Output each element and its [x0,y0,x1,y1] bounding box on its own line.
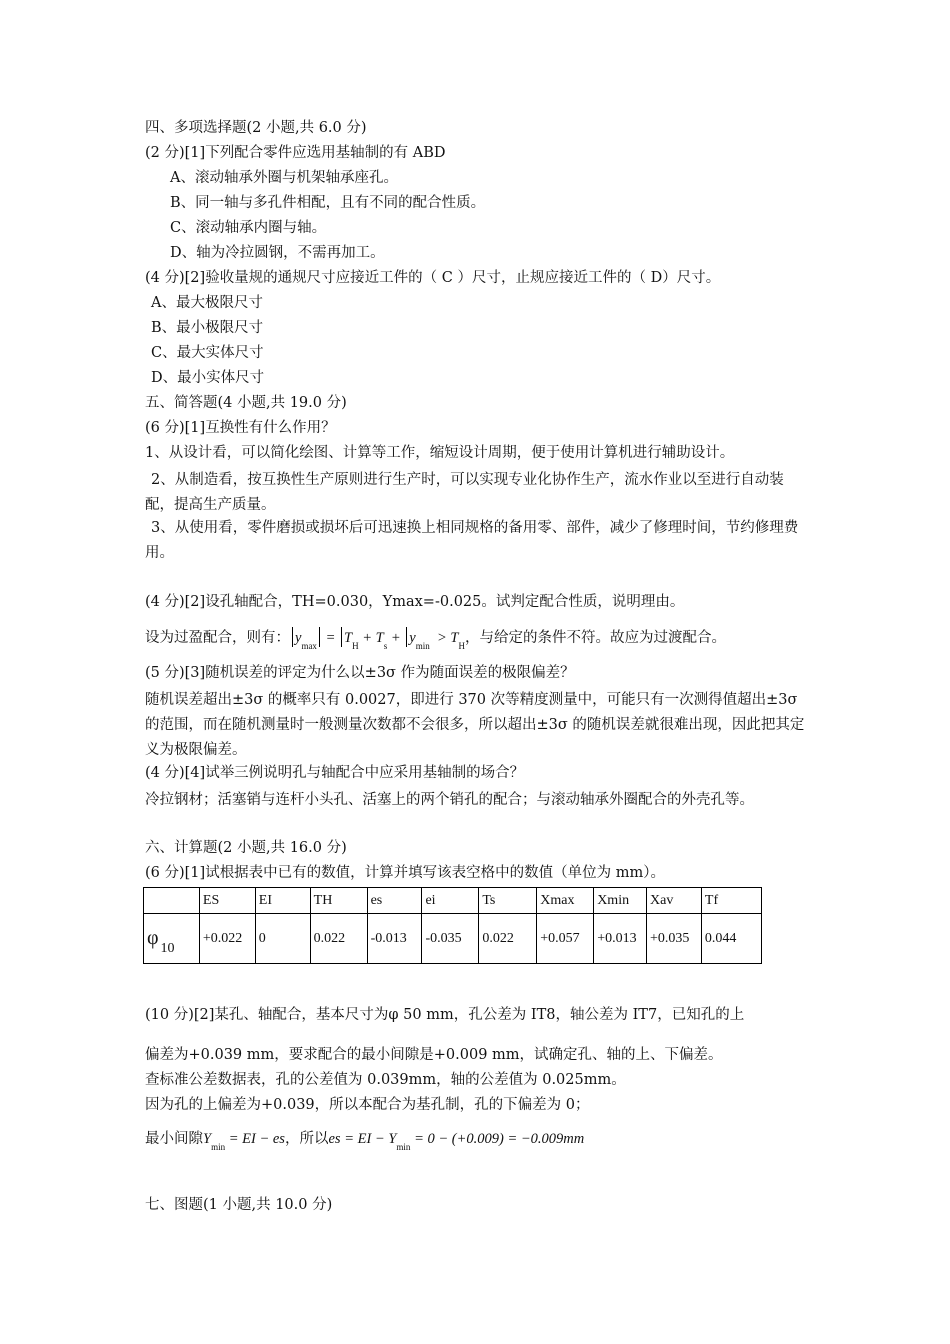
phi-symbol: φ [147,927,159,949]
table-cell: +0.057 [537,914,594,964]
section5-heading: 五、简答题(4 小题,共 19.0 分) [145,395,347,411]
min-clearance-formula: $Y_{min}$ = EI − es [203,1131,285,1152]
table-header-cell: Xav [647,888,702,914]
interference-formula: $y_{max} = T_H + T_s + y_{min} > T_H$ [290,630,465,646]
s5-q3-stem: (5 分)[3]随机误差的评定为什么以±3σ 作为随面误差的极限偏差？ [145,665,575,681]
s6-q2-stem-cont: 偏差为+0.039 mm，要求配合的最小间隙是+0.009 mm，试确定孔、轴的上、下偏差。 [145,1047,723,1063]
s4-q2-option-a: A、最大极限尺寸 [151,295,263,311]
s5-q2-stem: (4 分)[2]设孔轴配合，TH=0.030，Ymax=-0.025。试判定配合性质，说明理由。 [145,594,685,610]
table-header-cell: Ts [479,888,537,914]
s5-q2-answer [145,627,726,656]
table-cell: 0.022 [310,914,367,964]
table-cell: +0.022 [199,914,255,964]
s5-q4-stem: (4 分)[4]试举三例说明孔与轴配合中应采用基轴制的场合？ [145,765,525,781]
table-header-row [144,888,762,914]
table-cell: -0.035 [422,914,479,964]
s4-q1-option-c: C、滚动轴承内圈与轴。 [170,220,327,236]
s4-q2-stem: (4 分)[2]验收量规的通规尺寸应接近工件的（ C ）尺寸，止规应接近工件的（ D）尺寸。 [145,270,721,286]
tolerance-table [143,887,762,964]
table-header-cell: EI [255,888,310,914]
s5-q1-answer-3: 3、从使用看，零件磨损或损坏后可迅速换上相同规格的备用零、部件，减少了修理时间，节约修理费用。 [145,520,799,561]
table-header-cell: es [367,888,422,914]
table-cell: -0.013 [367,914,422,964]
s5-q4-answer: 冷拉钢材；活塞销与连杆小头孔、活塞上的两个销孔的配合；与滚动轴承外圈配合的外壳孔等。 [145,792,754,808]
s4-q2-option-b: B、最小极限尺寸 [151,320,264,336]
table-header-cell: Xmax [537,888,594,914]
s5-q2-answer-prefix: 设为过盈配合，则有： [145,630,290,646]
table-header-cell: ES [199,888,255,914]
table-header-cell: Xmin [594,888,647,914]
s6-q2-line1: 查标准公差数据表，孔的公差值为 0.039mm，轴的公差值为 0.025mm。 [145,1072,626,1088]
section7-heading: 七、图题(1 小题,共 10.0 分) [145,1197,333,1213]
s5-q1-answer-2: 2、从制造看，按互换性生产原则进行生产时，可以实现专业化协作生产，流水作业以至进行自动装配，提高生产质量。 [145,472,784,513]
s6-q1-stem: (6 分)[1]试根据表中已有的数值，计算并填写该表空格中的数值（单位为 mm）。 [145,865,666,881]
table-cell: 0 [255,914,310,964]
s4-q1-option-b: B、同一轴与多孔件相配，且有不同的配合性质。 [170,195,486,211]
s6-q2-line2: 因为孔的上偏差为+0.039，所以本配合为基孔制，孔的下偏差为 0； [145,1097,590,1113]
es-formula: es = EI − $Y_{min} = 0 - (+0.009) = -0.009mm$ [328,1131,585,1152]
table-header-cell [144,888,200,914]
section4-heading: 四、多项选择题(2 小题,共 6.0 分) [145,120,367,136]
s5-q1-answer-1: 1、从设计看，可以简化绘图、计算等工作，缩短设计周期，便于使用计算机进行辅助设计。 [145,445,735,461]
s6-q2-formula-prefix: 最小间隙 [145,1131,203,1147]
table-header-cell: ei [422,888,479,914]
s6-q2-formula-line [145,1129,584,1157]
s4-q1-option-a: A、滚动轴承外圈与机架轴承座孔。 [170,170,398,186]
s5-q2-answer-suffix: ，与给定的条件不符。故应为过渡配合。 [464,630,726,646]
table-cell: +0.035 [647,914,702,964]
table-row [144,914,762,964]
section6-heading: 六、计算题(2 小题,共 16.0 分) [145,840,347,856]
s6-q2-stem: (10 分)[2]某孔、轴配合，基本尺寸为φ 50 mm，孔公差为 IT8，轴公差为 IT7，已知孔的上 [145,1007,745,1023]
table-row-label [144,914,200,964]
s5-q1-stem: (6 分)[1]互换性有什么作用？ [145,420,336,436]
s5-q3-answer: 随机误差超出±3σ 的概率只有 0.0027，即进行 370 次等精度测量中，可能只有一次测得值超出±3σ 的范围，而在随机测量时一般测量次数都不会很多，所以超出±3σ 的随机误差就很难出现，因此把其定义为极限偏差。 [145,692,805,758]
s6-q2-formula-mid: ，所以 [284,1131,329,1147]
table-cell: 0.044 [701,914,761,964]
table-cell: +0.013 [594,914,647,964]
table-header-cell: Tf [701,888,761,914]
table-cell: 0.022 [479,914,537,964]
s4-q1-stem: (2 分)[1]下列配合零件应选用基轴制的有 ABD [145,145,446,161]
s4-q2-option-c: C、最大实体尺寸 [151,345,264,361]
s4-q1-option-d: D、轴为冷拉圆钢，不需再加工。 [170,245,385,261]
nominal-size: 10 [160,941,175,956]
table-header-cell: TH [310,888,367,914]
s4-q2-option-d: D、最小实体尺寸 [151,370,265,386]
